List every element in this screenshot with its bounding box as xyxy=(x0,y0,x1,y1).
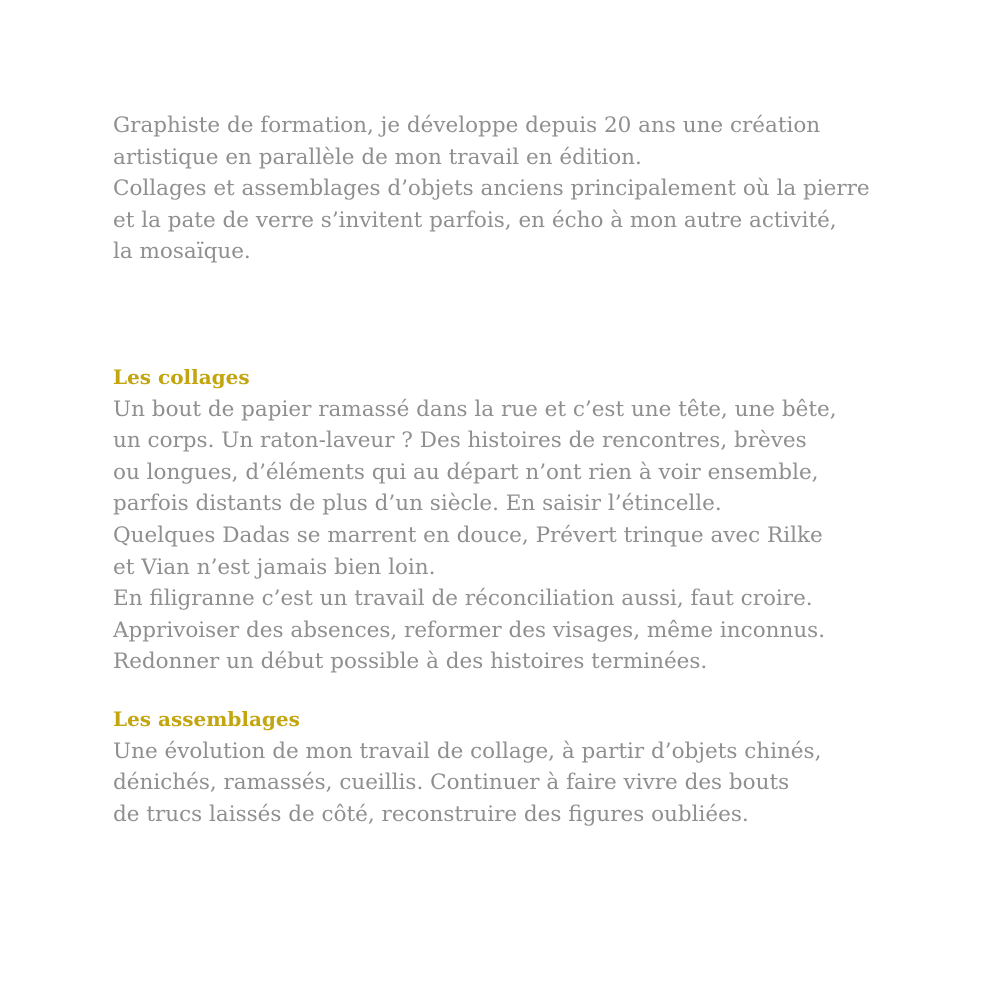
collages-line: parfois distants de plus d’un siècle. En saisir l’étincelle. xyxy=(113,491,722,517)
collages-line: ou longues, d’éléments qui au départ n’ont rien à voir ensemble, xyxy=(113,459,819,485)
collages-line: un corps. Un raton-laveur ? Des histoires de rencontres, brèves xyxy=(113,428,807,454)
assemblages-line: de trucs laissés de côté, reconstruire des figures oubliées. xyxy=(113,801,749,827)
assemblages-section xyxy=(113,704,973,830)
collages-section xyxy=(113,362,973,678)
assemblages-line: dénichés, ramassés, cueillis. Continuer à faire vivre des bouts xyxy=(113,770,790,796)
intro-line: Graphiste de formation, je développe depuis 20 ans une création xyxy=(113,113,821,138)
collages-line: Un bout de papier ramassé dans la rue et c’est une tête, une bête, xyxy=(113,396,837,422)
intro-line: la mosaïque. xyxy=(113,239,251,265)
assemblages-line: Une évolution de mon travail de collage, à partir d’objets chinés, xyxy=(113,738,822,764)
collages-line: Quelques Dadas se marrent en douce, Prévert trinque avec Rilke xyxy=(113,522,823,548)
collages-heading: Les collages xyxy=(113,365,250,389)
assemblages-heading: Les assemblages xyxy=(113,707,300,731)
intro-paragraph xyxy=(113,110,973,268)
intro-line: Collages et assemblages d’objets anciens principalement où la pierre xyxy=(113,176,870,202)
intro-line: artistique en parallèle de mon travail en édition. xyxy=(113,144,642,170)
intro-line: et la pate de verre s’invitent parfois, en écho à mon autre activité, xyxy=(113,207,837,233)
collages-line: En filigranne c’est un travail de réconciliation aussi, faut croire. xyxy=(113,586,813,612)
collages-line: et Vian n’est jamais bien loin. xyxy=(113,554,436,580)
collages-line: Redonner un début possible à des histoires terminées. xyxy=(113,649,708,675)
collages-line: Apprivoiser des absences, reformer des visages, même inconnus. xyxy=(113,617,826,643)
